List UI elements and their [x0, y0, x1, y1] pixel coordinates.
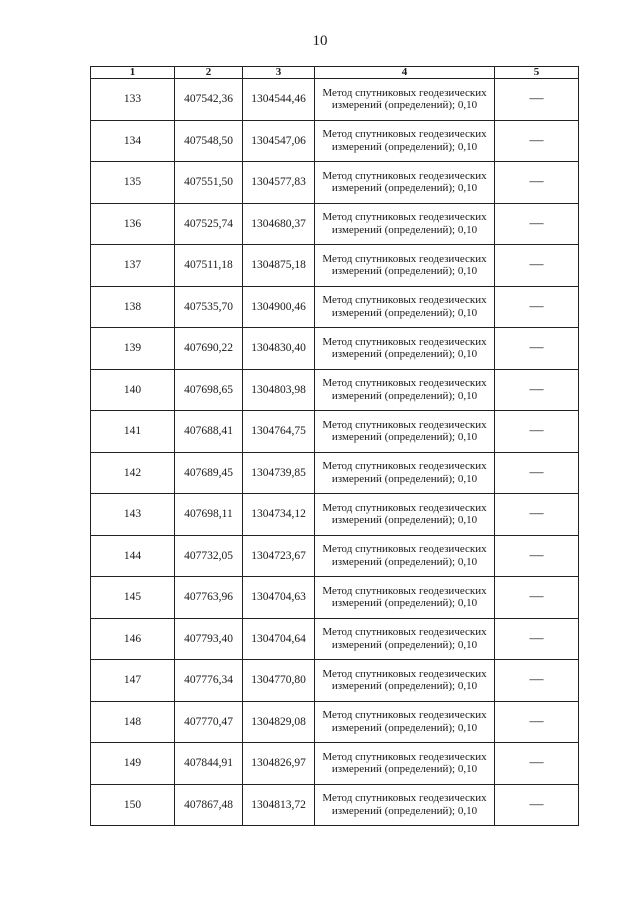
x-coordinate-cell: 407793,40	[175, 618, 243, 660]
x-coordinate-cell: 407511,18	[175, 245, 243, 287]
y-coordinate-cell: 1304875,18	[243, 245, 315, 287]
x-coordinate-cell: 407525,74	[175, 203, 243, 245]
method-cell: Метод спутниковых геодезических измерений (определений); 0,10	[315, 618, 495, 660]
table-row	[91, 452, 579, 494]
x-coordinate-cell: 407698,11	[175, 494, 243, 536]
y-coordinate-cell: 1304704,63	[243, 577, 315, 619]
method-cell: Метод спутниковых геодезических измерений (определений); 0,10	[315, 369, 495, 411]
table-row	[91, 784, 579, 826]
y-coordinate-cell: 1304770,80	[243, 660, 315, 702]
method-cell: Метод спутниковых геодезических измерений (определений); 0,10	[315, 577, 495, 619]
dash-cell: —	[495, 411, 579, 453]
point-number-cell: 136	[91, 203, 175, 245]
method-cell: Метод спутниковых геодезических измерений (определений); 0,10	[315, 452, 495, 494]
dash-cell: —	[495, 203, 579, 245]
table-row	[91, 535, 579, 577]
table-row	[91, 411, 579, 453]
point-number-cell: 135	[91, 162, 175, 204]
dash-cell: —	[495, 245, 579, 287]
method-cell: Метод спутниковых геодезических измерений (определений); 0,10	[315, 660, 495, 702]
dash-cell: —	[495, 577, 579, 619]
x-coordinate-cell: 407551,50	[175, 162, 243, 204]
method-cell: Метод спутниковых геодезических измерений (определений); 0,10	[315, 743, 495, 785]
point-number-cell: 143	[91, 494, 175, 536]
dash-cell: —	[495, 328, 579, 370]
table-row	[91, 79, 579, 121]
method-cell: Метод спутниковых геодезических измерений (определений); 0,10	[315, 203, 495, 245]
method-cell: Метод спутниковых геодезических измерений (определений); 0,10	[315, 120, 495, 162]
y-coordinate-cell: 1304900,46	[243, 286, 315, 328]
method-cell: Метод спутниковых геодезических измерений (определений); 0,10	[315, 701, 495, 743]
x-coordinate-cell: 407763,96	[175, 577, 243, 619]
x-coordinate-cell: 407732,05	[175, 535, 243, 577]
dash-cell: —	[495, 120, 579, 162]
header-col-3: 3	[243, 67, 315, 79]
y-coordinate-cell: 1304544,46	[243, 79, 315, 121]
x-coordinate-cell: 407867,48	[175, 784, 243, 826]
y-coordinate-cell: 1304577,83	[243, 162, 315, 204]
dash-cell: —	[495, 162, 579, 204]
method-cell: Метод спутниковых геодезических измерений (определений); 0,10	[315, 286, 495, 328]
table-row	[91, 618, 579, 660]
method-cell: Метод спутниковых геодезических измерений (определений); 0,10	[315, 245, 495, 287]
point-number-cell: 149	[91, 743, 175, 785]
table-row	[91, 701, 579, 743]
method-cell: Метод спутниковых геодезических измерений (определений); 0,10	[315, 162, 495, 204]
table-row	[91, 369, 579, 411]
table-row	[91, 245, 579, 287]
dash-cell: —	[495, 743, 579, 785]
point-number-cell: 148	[91, 701, 175, 743]
y-coordinate-cell: 1304723,67	[243, 535, 315, 577]
x-coordinate-cell: 407776,34	[175, 660, 243, 702]
y-coordinate-cell: 1304829,08	[243, 701, 315, 743]
y-coordinate-cell: 1304830,40	[243, 328, 315, 370]
x-coordinate-cell: 407698,65	[175, 369, 243, 411]
table-row	[91, 577, 579, 619]
dash-cell: —	[495, 701, 579, 743]
x-coordinate-cell: 407535,70	[175, 286, 243, 328]
y-coordinate-cell: 1304803,98	[243, 369, 315, 411]
dash-cell: —	[495, 784, 579, 826]
header-col-2: 2	[175, 67, 243, 79]
point-number-cell: 138	[91, 286, 175, 328]
table-row	[91, 660, 579, 702]
x-coordinate-cell: 407548,50	[175, 120, 243, 162]
dash-cell: —	[495, 660, 579, 702]
y-coordinate-cell: 1304764,75	[243, 411, 315, 453]
dash-cell: —	[495, 494, 579, 536]
point-number-cell: 146	[91, 618, 175, 660]
table-row	[91, 203, 579, 245]
table-header-row	[91, 67, 579, 79]
y-coordinate-cell: 1304826,97	[243, 743, 315, 785]
x-coordinate-cell: 407689,45	[175, 452, 243, 494]
dash-cell: —	[495, 286, 579, 328]
y-coordinate-cell: 1304704,64	[243, 618, 315, 660]
method-cell: Метод спутниковых геодезических измерений (определений); 0,10	[315, 328, 495, 370]
table-body	[91, 79, 579, 826]
header-col-4: 4	[315, 67, 495, 79]
y-coordinate-cell: 1304734,12	[243, 494, 315, 536]
point-number-cell: 133	[91, 79, 175, 121]
table-row	[91, 328, 579, 370]
x-coordinate-cell: 407688,41	[175, 411, 243, 453]
table-row	[91, 120, 579, 162]
point-number-cell: 139	[91, 328, 175, 370]
method-cell: Метод спутниковых геодезических измерений (определений); 0,10	[315, 784, 495, 826]
y-coordinate-cell: 1304680,37	[243, 203, 315, 245]
point-number-cell: 137	[91, 245, 175, 287]
dash-cell: —	[495, 452, 579, 494]
point-number-cell: 140	[91, 369, 175, 411]
method-cell: Метод спутниковых геодезических измерений (определений); 0,10	[315, 494, 495, 536]
table-row	[91, 286, 579, 328]
dash-cell: —	[495, 618, 579, 660]
point-number-cell: 145	[91, 577, 175, 619]
method-cell: Метод спутниковых геодезических измерений (определений); 0,10	[315, 411, 495, 453]
header-col-5: 5	[495, 67, 579, 79]
table-row	[91, 162, 579, 204]
dash-cell: —	[495, 79, 579, 121]
header-col-1: 1	[91, 67, 175, 79]
table-row	[91, 494, 579, 536]
table-row	[91, 743, 579, 785]
x-coordinate-cell: 407542,36	[175, 79, 243, 121]
point-number-cell: 141	[91, 411, 175, 453]
dash-cell: —	[495, 535, 579, 577]
point-number-cell: 150	[91, 784, 175, 826]
point-number-cell: 134	[91, 120, 175, 162]
dash-cell: —	[495, 369, 579, 411]
coordinates-table	[90, 66, 579, 826]
point-number-cell: 147	[91, 660, 175, 702]
page-number: 10	[312, 33, 328, 49]
method-cell: Метод спутниковых геодезических измерений (определений); 0,10	[315, 79, 495, 121]
x-coordinate-cell: 407770,47	[175, 701, 243, 743]
x-coordinate-cell: 407844,91	[175, 743, 243, 785]
y-coordinate-cell: 1304547,06	[243, 120, 315, 162]
y-coordinate-cell: 1304813,72	[243, 784, 315, 826]
point-number-cell: 144	[91, 535, 175, 577]
method-cell: Метод спутниковых геодезических измерений (определений); 0,10	[315, 535, 495, 577]
x-coordinate-cell: 407690,22	[175, 328, 243, 370]
y-coordinate-cell: 1304739,85	[243, 452, 315, 494]
point-number-cell: 142	[91, 452, 175, 494]
